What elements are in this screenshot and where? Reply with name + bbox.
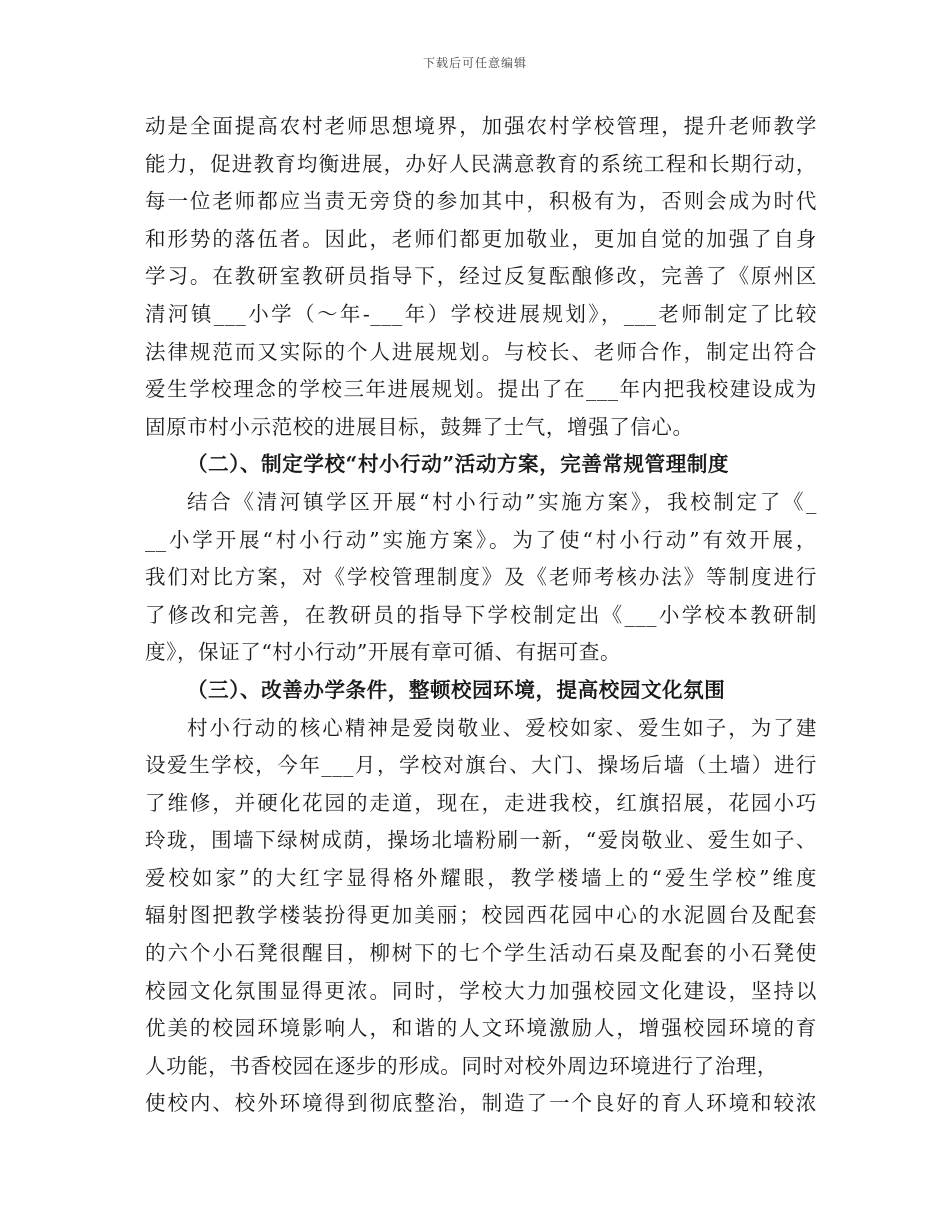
- paragraph-line: 学习。在教研室教研员指导下，经过反复酝酿修改，完善了《原州区: [145, 264, 817, 289]
- page-header: 下载后可任意编辑: [422, 56, 527, 70]
- paragraph-line: 我们对比方案，对《学校管理制度》及《老师考核办法》等制度进行: [145, 565, 817, 590]
- section-heading: （二）、制定学校“村小行动”活动方案，完善常规管理制度: [187, 452, 730, 477]
- document-body: [145, 108, 817, 1123]
- paragraph-line: 辐射图把教学楼装扮得更加美丽；校园西花园中心的水泥圆台及配套: [145, 903, 817, 928]
- paragraph-line: 村小行动的核心精神是爱岗敬业、爱校如家、爱生如子，为了建: [187, 715, 817, 740]
- paragraph-line: 玲珑，围墙下绿树成荫，操场北墙粉刷一新，“爱岗敬业、爱生如子、: [145, 828, 817, 853]
- paragraph-line: 使校内、校外环境得到彻底整治，制造了一个良好的育人环境和较浓: [145, 1091, 817, 1116]
- section-heading: （三）、改善办学条件，整顿校园环境，提高校园文化氛围: [187, 677, 726, 702]
- paragraph-line: 了维修，并硬化花园的走道，现在，走进我校，红旗招展，花园小巧: [145, 790, 817, 815]
- paragraph-line: 固原市村小示范校的进展目标，鼓舞了士气，增强了信心。: [145, 414, 694, 439]
- paragraph-line: 爱校如家”的大红字显得格外耀眼，教学楼墙上的“爱生学校”维度: [145, 865, 817, 890]
- paragraph-line: 动是全面提高农村老师思想境界，加强农村学校管理，提升老师教学: [145, 114, 817, 138]
- paragraph-line: 设爱生学校，今年___月，学校对旗台、大门、操场后墙（土墙）进行: [145, 753, 817, 778]
- paragraph-line: 和形势的落伍者。因此，老师们都更加敬业，更加自觉的加强了自身: [145, 226, 817, 251]
- paragraph-line: 结合《清河镇学区开展“村小行动”实施方案》，我校制定了《_: [187, 489, 817, 514]
- paragraph-line: __小学开展“村小行动”实施方案》。为了使“村小行动”有效开展，: [145, 527, 817, 552]
- paragraph-line: 法律规范而又实际的个人进展规划。与校长、老师合作，制定出符合: [145, 339, 817, 364]
- paragraph-line: 人功能，书香校园在逐步的形成。同时对校外周边环境进行了治理，: [145, 1053, 778, 1078]
- paragraph-line: 校园文化氛围显得更浓。同时，学校大力加强校园文化建设，坚持以: [145, 978, 817, 1003]
- paragraph-line: 的六个小石凳很醒目，柳树下的七个学生活动石桌及配套的小石凳使: [145, 941, 817, 966]
- paragraph-line: 优美的校园环境影响人，和谐的人文环境激励人，增强校园环境的育: [145, 1016, 817, 1041]
- paragraph-line: 了修改和完善，在教研员的指导下学校制定出《___小学校本教研制: [145, 602, 817, 627]
- paragraph-line: 清河镇___小学（～年-___年）学校进展规划》，___老师制定了比较: [145, 301, 817, 326]
- paragraph-line: 每一位老师都应当责无旁贷的参加其中，积极有为，否则会成为时代: [145, 189, 817, 214]
- paragraph-line: 能力，促进教育均衡进展，办好人民满意教育的系统工程和长期行动，: [145, 151, 817, 176]
- paragraph-line: 爱生学校理念的学校三年进展规划。提出了在___年内把我校建设成为: [145, 377, 817, 402]
- paragraph-line: 度》，保证了“村小行动”开展有章可循、有据可查。: [145, 640, 622, 665]
